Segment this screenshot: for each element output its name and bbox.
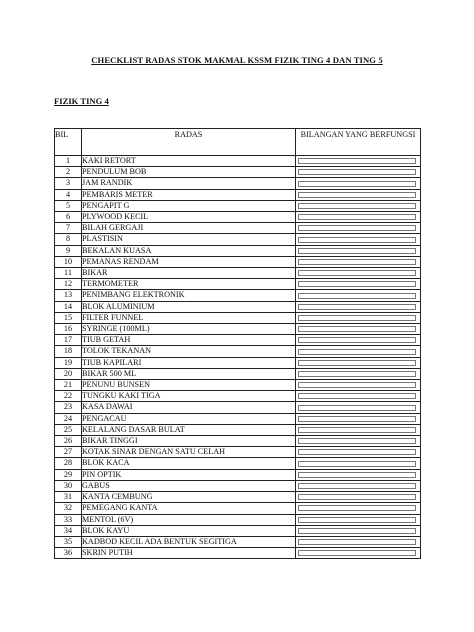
functional-count-cell[interactable] [296,167,421,178]
header-bil: BIL [55,129,82,156]
table-row [55,514,421,525]
functional-count-box[interactable] [298,371,416,377]
row-number: 15 [55,312,82,323]
functional-count-box[interactable] [298,281,416,287]
row-number: 7 [55,223,82,234]
apparatus-name: KANTA CEMBUNG [82,492,296,503]
apparatus-name: BLOK KACA [82,458,296,469]
document-title: CHECKLIST RADAS STOK MAKMAL KSSM FIZIK TING 4 DAN TING 5 [91,55,383,65]
functional-count-box[interactable] [298,416,416,422]
row-number: 20 [55,368,82,379]
functional-count-box[interactable] [298,393,416,399]
functional-count-cell[interactable] [296,223,421,234]
row-number: 31 [55,492,82,503]
row-number: 26 [55,436,82,447]
apparatus-name: BILAH GERGAJI [82,223,296,234]
functional-count-box[interactable] [298,405,416,411]
table-row [55,548,421,559]
table-row [55,380,421,391]
functional-count-box[interactable] [298,427,416,433]
apparatus-name: KELALANG DASAR BULAT [82,424,296,435]
row-number: 33 [55,514,82,525]
functional-count-cell[interactable] [296,335,421,346]
table-row [55,346,421,357]
table-row [55,324,421,335]
functional-count-box[interactable] [298,528,416,534]
functional-count-cell[interactable] [296,402,421,413]
table-row [55,200,421,211]
apparatus-name: PENGAPIT G [82,200,296,211]
apparatus-name: PENDULUM BOB [82,167,296,178]
apparatus-name: JAM RANDIK [82,178,296,189]
table-body [55,156,421,559]
apparatus-name: TOLOK TEKANAN [82,346,296,357]
functional-count-cell[interactable] [296,380,421,391]
row-number: 22 [55,391,82,402]
apparatus-name: SKRIN PUTIH [82,548,296,559]
table-row [55,178,421,189]
header-radas: RADAS [82,129,296,156]
apparatus-name: PENGACAU [82,413,296,424]
table-row [55,290,421,301]
row-number: 27 [55,447,82,458]
apparatus-name: BEKALAN KUASA [82,245,296,256]
functional-count-box[interactable] [298,248,416,254]
functional-count-box[interactable] [298,550,416,556]
functional-count-box[interactable] [298,270,416,276]
functional-count-box[interactable] [298,360,416,366]
functional-count-box[interactable] [298,539,416,545]
table-row [55,469,421,480]
functional-count-box[interactable] [298,237,416,243]
functional-count-box[interactable] [298,449,416,455]
functional-count-cell[interactable] [296,458,421,469]
table-row [55,335,421,346]
functional-count-cell[interactable] [296,536,421,547]
functional-count-cell[interactable] [296,212,421,223]
functional-count-box[interactable] [298,483,416,489]
functional-count-cell[interactable] [296,492,421,503]
row-number: 14 [55,301,82,312]
apparatus-name: BLOK ALUMINIUM [82,301,296,312]
header-functional-count: BILANGAN YANG BERFUNGSI [296,129,421,156]
apparatus-name: PLASTISIN [82,234,296,245]
functional-count-cell[interactable] [296,256,421,267]
table-row [55,234,421,245]
row-number: 29 [55,469,82,480]
row-number: 35 [55,536,82,547]
table-row [55,458,421,469]
functional-count-cell[interactable] [296,346,421,357]
apparatus-name: KOTAK SINAR DENGAN SATU CELAH [82,447,296,458]
table-row [55,189,421,200]
functional-count-box[interactable] [298,438,416,444]
apparatus-name: TIUB KAPILARI [82,357,296,368]
table-row [55,357,421,368]
table-row [55,447,421,458]
table-row [55,268,421,279]
apparatus-name: PEMANAS RENDAM [82,256,296,267]
functional-count-cell[interactable] [296,268,421,279]
functional-count-cell[interactable] [296,514,421,525]
row-number: 30 [55,480,82,491]
functional-count-box[interactable] [298,505,416,511]
table-row [55,279,421,290]
section-heading: FIZIK TING 4 [54,96,109,106]
functional-count-box[interactable] [298,494,416,500]
apparatus-name: PIN OPTIK [82,469,296,480]
functional-count-cell[interactable] [296,245,421,256]
functional-count-box[interactable] [298,472,416,478]
table-row [55,212,421,223]
row-number: 11 [55,268,82,279]
functional-count-cell[interactable] [296,279,421,290]
apparatus-name: PEMBARIS METER [82,189,296,200]
table-row [55,301,421,312]
row-number: 5 [55,200,82,211]
apparatus-name: TUNGKU KAKI TIGA [82,391,296,402]
table-header [55,129,421,156]
row-number: 24 [55,413,82,424]
row-number: 36 [55,548,82,559]
row-number: 13 [55,290,82,301]
functional-count-box[interactable] [298,214,416,220]
functional-count-cell[interactable] [296,469,421,480]
row-number: 12 [55,279,82,290]
row-number: 6 [55,212,82,223]
table-row [55,368,421,379]
row-number: 1 [55,156,82,167]
table-row [55,156,421,167]
table-row [55,402,421,413]
table-row [55,256,421,267]
functional-count-box[interactable] [298,192,416,198]
table-row [55,245,421,256]
functional-count-box[interactable] [298,349,416,355]
table-row [55,436,421,447]
apparatus-name: FILTER FUNNEL [82,312,296,323]
functional-count-cell[interactable] [296,480,421,491]
row-number: 21 [55,380,82,391]
apparatus-name: BIKAR 500 ML [82,368,296,379]
apparatus-name: TERMOMETER [82,279,296,290]
apparatus-name: GABUS [82,480,296,491]
apparatus-name: BLOK KAYU [82,525,296,536]
functional-count-box[interactable] [298,517,416,523]
functional-count-cell[interactable] [296,447,421,458]
apparatus-name: PEMEGANG KANTA [82,503,296,514]
apparatus-name: PENIMBANG ELEKTRONIK [82,290,296,301]
apparatus-name: KADBOD KECIL ADA BENTUK SEGITIGA [82,536,296,547]
row-number: 10 [55,256,82,267]
row-number: 8 [55,234,82,245]
functional-count-box[interactable] [298,304,416,310]
row-number: 17 [55,335,82,346]
apparatus-name: KASA DAWAI [82,402,296,413]
functional-count-box[interactable] [298,382,416,388]
functional-count-cell[interactable] [296,357,421,368]
row-number: 19 [55,357,82,368]
apparatus-name: KAKI RETORT [82,156,296,167]
row-number: 4 [55,189,82,200]
functional-count-box[interactable] [298,169,416,175]
table-row [55,424,421,435]
table-row [55,480,421,491]
row-number: 23 [55,402,82,413]
table-row [55,167,421,178]
table-row [55,413,421,424]
row-number: 2 [55,167,82,178]
functional-count-cell[interactable] [296,368,421,379]
functional-count-box[interactable] [298,259,416,265]
table-row [55,536,421,547]
row-number: 28 [55,458,82,469]
functional-count-box[interactable] [298,461,416,467]
row-number: 3 [55,178,82,189]
functional-count-cell[interactable] [296,189,421,200]
table-row [55,223,421,234]
functional-count-box[interactable] [298,203,416,209]
apparatus-name: PLYWOOD KECIL [82,212,296,223]
header-row [55,129,421,156]
row-number: 16 [55,324,82,335]
functional-count-cell[interactable] [296,290,421,301]
functional-count-cell[interactable] [296,156,421,167]
functional-count-cell[interactable] [296,548,421,559]
functional-count-cell[interactable] [296,234,421,245]
table-row [55,492,421,503]
apparatus-name: MENTOL (6V) [82,514,296,525]
functional-count-cell[interactable] [296,525,421,536]
apparatus-name: PENUNU BUNSEN [82,380,296,391]
apparatus-name: SYRINGE (100ML) [82,324,296,335]
apparatus-name: BIKAR TINGGI [82,436,296,447]
functional-count-cell[interactable] [296,200,421,211]
functional-count-box[interactable] [298,337,416,343]
apparatus-name: TIUB GETAH [82,335,296,346]
row-number: 34 [55,525,82,536]
functional-count-cell[interactable] [296,391,421,402]
table-row [55,525,421,536]
functional-count-cell[interactable] [296,312,421,323]
row-number: 25 [55,424,82,435]
table-row [55,312,421,323]
apparatus-checklist-table [54,128,421,559]
functional-count-cell[interactable] [296,178,421,189]
functional-count-cell[interactable] [296,424,421,435]
functional-count-cell[interactable] [296,503,421,514]
row-number: 18 [55,346,82,357]
functional-count-cell[interactable] [296,301,421,312]
functional-count-cell[interactable] [296,436,421,447]
apparatus-name: BIKAR [82,268,296,279]
row-number: 32 [55,503,82,514]
functional-count-box[interactable] [298,315,416,321]
table-row [55,391,421,402]
functional-count-box[interactable] [298,225,416,231]
functional-count-box[interactable] [298,158,416,164]
row-number: 9 [55,245,82,256]
functional-count-cell[interactable] [296,413,421,424]
table-row [55,503,421,514]
functional-count-box[interactable] [298,326,416,332]
functional-count-box[interactable] [298,293,416,299]
functional-count-box[interactable] [298,181,416,187]
functional-count-cell[interactable] [296,324,421,335]
